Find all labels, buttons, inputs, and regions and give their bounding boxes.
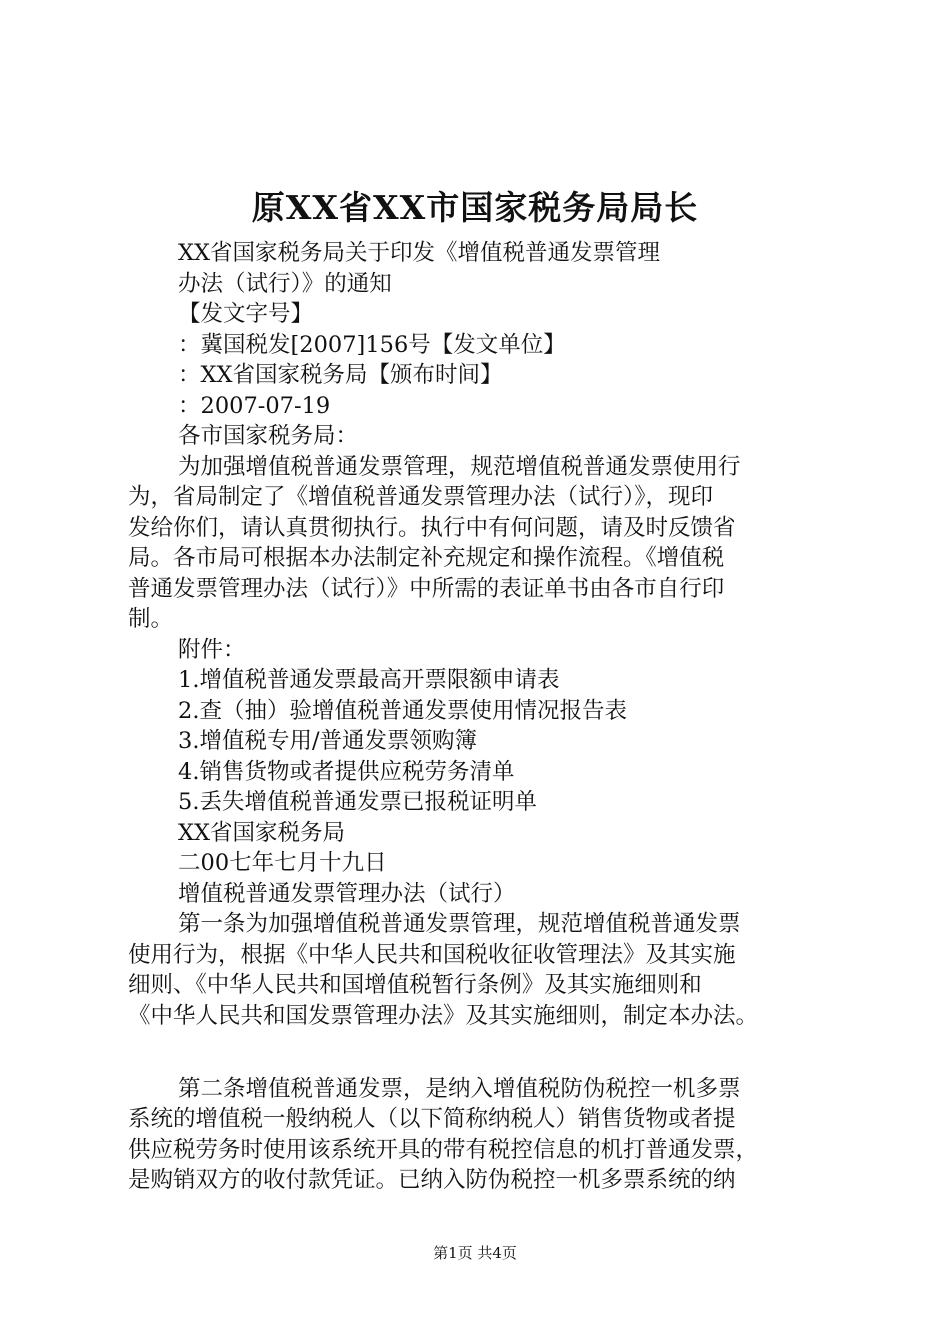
notice-paragraph-line: 为，省局制定了《增值税普通发票管理办法（试行）》，现印	[128, 484, 714, 510]
paragraph-spacer	[128, 1031, 828, 1062]
article-2-line: 系统的增值税一般纳税人（以下简称纳税人）销售货物或者提	[128, 1106, 736, 1132]
issue-date-value: ：2007-07-19	[178, 392, 331, 419]
notice-heading-line-1: XX省国家税务局关于印发《增值税普通发票管理	[178, 240, 661, 266]
document-title: 原XX省XX市国家税务局局长	[251, 188, 699, 227]
notice-paragraph-line: 发给你们，请认真贯彻执行。执行中有何问题，请及时反馈省	[128, 514, 736, 541]
attachment-item: 4.销售货物或者提供应税劳务清单	[178, 758, 515, 785]
article-1-line: 《中华人民共和国发票管理办法》及其实施细则，制定本办法。	[128, 1002, 759, 1029]
article-2-line: 第二条增值税普通发票，是纳入增值税防伪税控一机多票	[178, 1075, 741, 1102]
notice-paragraph-line: 普通发票管理办法（试行）》中所需的表证单书由各市自行印	[128, 575, 725, 602]
article-1-line: 使用行为，根据《中华人民共和国税收征收管理法》及其实施	[128, 941, 736, 968]
page-footer: 第1页 共4页	[433, 1244, 517, 1262]
notice-heading-line-2: 办法（试行）》的通知	[178, 270, 392, 297]
attachment-item: 1.增值税普通发票最高开票限额申请表	[178, 667, 560, 693]
attachment-item: 5.丢失增值税普通发票已报税证明单	[178, 789, 537, 815]
notice-paragraph-line: 为加强增值税普通发票管理，规范增值税普通发票使用行	[178, 453, 741, 480]
issuer-signature: XX省国家税务局	[178, 819, 346, 846]
issuing-unit-value: ：XX省国家税务局【颁布时间】	[178, 362, 503, 388]
article-2-line: 是购销双方的收付款凭证。已纳入防伪税控一机多票系统的纳	[128, 1167, 736, 1193]
article-1-line: 第一条为加强增值税普通发票管理，规范增值税普通发票	[178, 911, 741, 937]
document-body	[128, 238, 828, 1196]
paragraph-spacer	[128, 1062, 828, 1074]
salutation: 各市国家税务局：	[178, 423, 359, 449]
attachments-label: 附件：	[178, 636, 246, 663]
notice-paragraph-line: 制。	[128, 606, 174, 632]
article-1-line: 细则、《中华人民共和国增值税暂行条例》及其实施细则和	[128, 972, 702, 998]
measure-title: 增值税普通发票管理办法（试行）	[178, 880, 516, 907]
article-2-line: 供应税劳务时使用该系统开具的带有税控信息的机打普通发票，	[128, 1136, 759, 1163]
issue-date: 二00七年七月十九日	[178, 850, 387, 876]
doc-number-value: ：冀国税发[2007]156号【发文单位】	[178, 331, 566, 358]
attachment-item: 2.查（抽）验增值税普通发票使用情况报告表	[178, 697, 627, 724]
attachment-item: 3.增值税专用/普通发票领购簿	[178, 728, 478, 754]
notice-paragraph-line: 局。各市局可根据本办法制定补充规定和操作流程。《增值税	[128, 545, 725, 571]
doc-number-label: 【发文字号】	[178, 301, 314, 327]
